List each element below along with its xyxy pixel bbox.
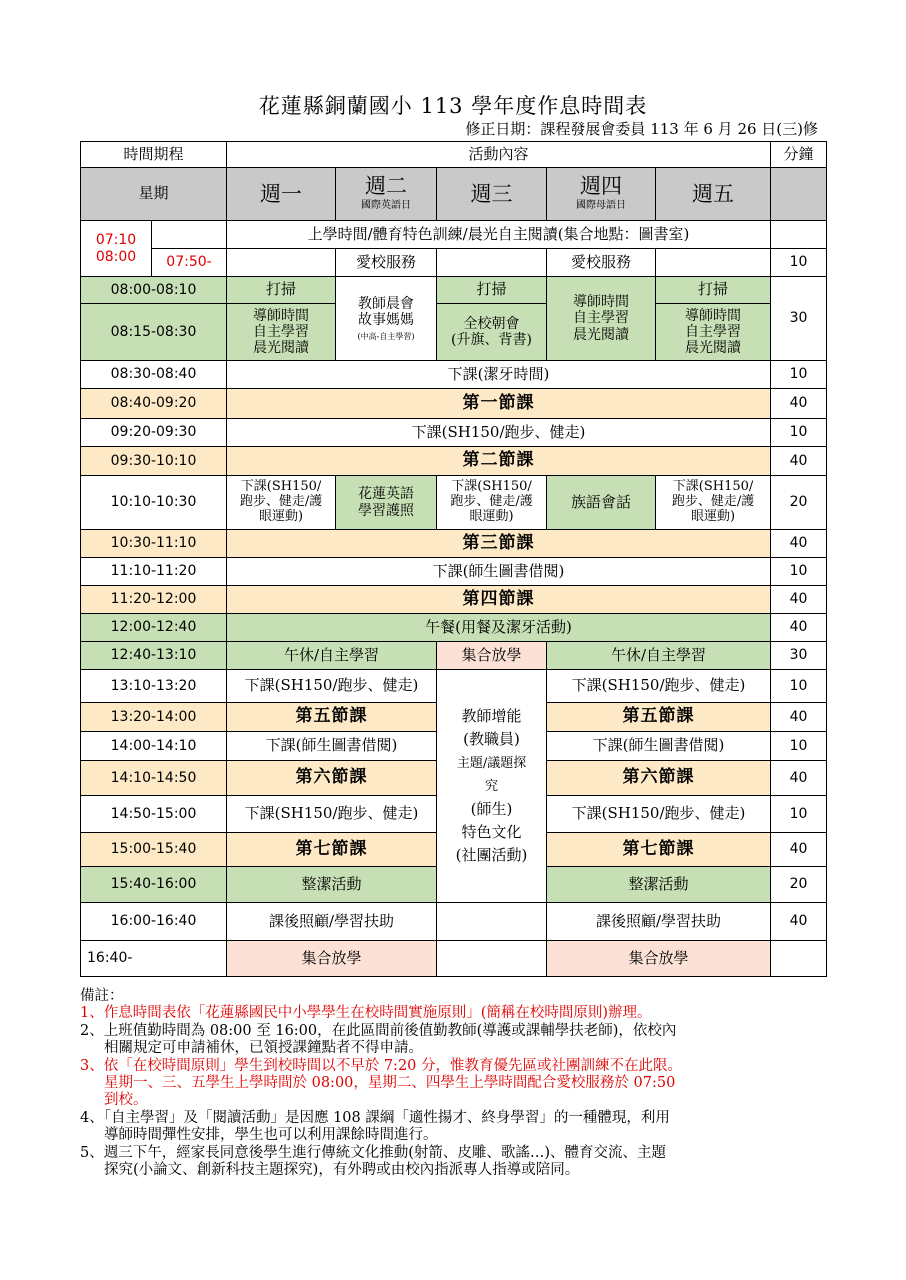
row-1030 <box>81 530 827 558</box>
mon-0750 <box>227 249 336 277</box>
wed-1640 <box>437 941 547 977</box>
note-4a: 4、「自主學習」及「閱讀活動」是因應 108 課綱「適性揚才、終身學習」的一種體現，利用 <box>80 1109 670 1126</box>
wed-pm-line6: 特色文化 <box>461 822 522 841</box>
left-1500: 第七節課 <box>227 833 437 867</box>
thu-0815-line3: 晨光閱讀 <box>573 326 630 343</box>
min-1500: 40 <box>771 833 827 867</box>
mon-0800: 打掃 <box>227 277 336 304</box>
mon-1010-line3: 眼運動) <box>258 508 304 524</box>
time-1640: 16:40- <box>81 941 227 977</box>
row-1200 <box>81 614 827 642</box>
min-1640 <box>771 941 827 977</box>
time-1450: 14:50-15:00 <box>81 796 227 833</box>
min-1450: 10 <box>771 796 827 833</box>
time-0840: 08:40-09:20 <box>81 389 227 419</box>
header-row <box>81 142 827 168</box>
row-1120 <box>81 586 827 614</box>
row-0920 <box>81 419 827 447</box>
fri-1010-line2: 跑步、健走/護 <box>671 494 755 510</box>
note-3c: 到校。 <box>104 1092 148 1109</box>
tue-0815-small: (中高-自主學習) <box>357 331 415 341</box>
thu-0800 <box>547 277 656 361</box>
activity-0930: 第二節課 <box>227 447 771 476</box>
thu-0815-line2: 自主學習 <box>573 310 630 327</box>
time-1540: 15:40-16:00 <box>81 867 227 903</box>
fri-0815-line1: 導師時間 <box>685 307 742 324</box>
time-1320: 13:20-14:00 <box>81 703 227 732</box>
time-0710-b: 08:00 <box>95 248 137 265</box>
min-1200: 40 <box>771 614 827 642</box>
time-1200: 12:00-12:40 <box>81 614 227 642</box>
activity-0830: 下課(潔牙時間) <box>227 361 771 389</box>
weekday-blank <box>771 168 827 221</box>
day-tue-tag: 國際英語日 <box>361 200 412 212</box>
wed-0815-line1: 全校朝會 <box>463 315 520 332</box>
min-0930: 40 <box>771 447 827 476</box>
min-0830: 10 <box>771 361 827 389</box>
time-0800: 08:00-08:10 <box>81 277 227 304</box>
wed-0800: 打掃 <box>437 277 547 304</box>
activity-0920: 下課(SH150/跑步、健走) <box>227 419 771 447</box>
header-minutes: 分鐘 <box>771 142 827 168</box>
revision-date: 修正日期：課程發展會委員 113 年 6 月 26 日(三)修 <box>465 120 818 138</box>
row-0750 <box>81 249 827 277</box>
time-0710 <box>81 221 152 277</box>
min-0840: 40 <box>771 389 827 419</box>
left-1640: 集合放學 <box>227 941 437 977</box>
left-1600: 課後照顧/學習扶助 <box>227 903 437 941</box>
note-3b: 星期一、三、五學生上學時間於 08:00，星期二、四學生上學時間配合愛校服務於 07:50 <box>104 1074 676 1091</box>
mon-0815 <box>227 304 336 361</box>
min-0920: 10 <box>771 419 827 447</box>
wed-1600 <box>437 903 547 941</box>
wed-pm-line2: (教職員) <box>463 729 520 748</box>
page-title: 花蓮縣銅蘭國小 113 學年度作息時間表 <box>258 94 648 118</box>
wed-0750 <box>437 249 547 277</box>
right-1640: 集合放學 <box>547 941 771 977</box>
day-tue-cell <box>336 168 437 221</box>
wed-0815-line2: (升旗、背書) <box>451 332 532 348</box>
row-0930 <box>81 447 827 476</box>
fri-0750 <box>656 249 771 277</box>
min-1310: 10 <box>771 670 827 703</box>
left-1310: 下課(SH150/跑步、健走) <box>227 670 437 703</box>
tue-0815-line2: 故事媽媽 <box>358 312 415 329</box>
min-0710 <box>771 221 827 249</box>
min-0800: 30 <box>771 277 827 361</box>
tue-1010 <box>336 476 437 530</box>
header-activity: 活動內容 <box>227 142 771 168</box>
min-1120: 40 <box>771 586 827 614</box>
time-1500: 15:00-15:40 <box>81 833 227 867</box>
time-0750: 07:50- <box>152 249 227 277</box>
notes-heading: 備註： <box>80 988 124 1004</box>
time-1600: 16:00-16:40 <box>81 903 227 941</box>
min-1030: 40 <box>771 530 827 558</box>
weekday-row <box>81 168 827 221</box>
note-3a: 3、依「在校時間原則」學生到校時間以不早於 7:20 分，惟教育優先區或社團訓練不在此限。 <box>80 1057 683 1074</box>
day-thu-cell <box>547 168 656 221</box>
min-1600: 40 <box>771 903 827 941</box>
mon-0815-line3: 晨光閱讀 <box>253 340 310 357</box>
right-1320: 第五節課 <box>547 703 771 732</box>
wed-pm-line4: 究 <box>485 779 499 795</box>
time-1400: 14:00-14:10 <box>81 732 227 761</box>
thu-0750: 愛校服務 <box>547 249 656 277</box>
row-1110 <box>81 558 827 586</box>
thu-1010: 族語會話 <box>547 476 656 530</box>
time-0930: 09:30-10:10 <box>81 447 227 476</box>
blank-0710 <box>152 221 227 249</box>
schedule-table <box>80 141 827 977</box>
right-1410: 第六節課 <box>547 761 771 796</box>
fri-1010 <box>656 476 771 530</box>
row-0800 <box>81 277 827 304</box>
right-1310: 下課(SH150/跑步、健走) <box>547 670 771 703</box>
left-1410: 第六節課 <box>227 761 437 796</box>
tue-0800 <box>336 277 437 361</box>
time-0815: 08:15-08:30 <box>81 304 227 361</box>
thu-0815-line1: 導師時間 <box>573 294 630 311</box>
time-0920: 09:20-09:30 <box>81 419 227 447</box>
min-1010: 20 <box>771 476 827 530</box>
right-1240: 午休/自主學習 <box>547 642 771 670</box>
note-2b: 相關規定可申請補休，已領授課鐘點者不得申請。 <box>104 1040 423 1057</box>
right-1400: 下課(師生圖書借閱) <box>547 732 771 761</box>
row-0830 <box>81 361 827 389</box>
min-1240: 30 <box>771 642 827 670</box>
activity-0840: 第一節課 <box>227 389 771 419</box>
wed-1010-line1: 下課(SH150/ <box>451 479 532 495</box>
min-1320: 40 <box>771 703 827 732</box>
min-1540: 20 <box>771 867 827 903</box>
weekday-label: 星期 <box>81 168 227 221</box>
note-2a: 2、上班值勤時間為 08:00 至 16:00，在此區間前後值勤教師(導護或課輔學扶老師)，依校內 <box>80 1022 677 1039</box>
row-0815 <box>81 304 827 361</box>
time-1030: 10:30-11:10 <box>81 530 227 558</box>
day-tue: 週二 <box>365 174 408 199</box>
fri-0815 <box>656 304 771 361</box>
time-0710-a: 07:10 <box>95 232 137 249</box>
row-0840 <box>81 389 827 419</box>
left-1400: 下課(師生圖書借閱) <box>227 732 437 761</box>
wed-1010 <box>437 476 547 530</box>
day-fri: 週五 <box>656 168 771 221</box>
right-1600: 課後照顧/學習扶助 <box>547 903 771 941</box>
time-1110: 11:10-11:20 <box>81 558 227 586</box>
wed-1010-line2: 跑步、健走/護 <box>450 494 533 510</box>
min-1400: 10 <box>771 732 827 761</box>
row-1640 <box>81 941 827 977</box>
activity-1120: 第四節課 <box>227 586 771 614</box>
wed-pm-line7: (社團活動) <box>455 846 528 865</box>
fri-1010-line3: 眼運動) <box>690 508 736 524</box>
left-1240: 午休/自主學習 <box>227 642 437 670</box>
time-1240: 12:40-13:10 <box>81 642 227 670</box>
fri-1010-line1: 下課(SH150/ <box>672 479 754 495</box>
activity-0710: 上學時間/體育特色訓練/晨光自主閱讀(集合地點：圖書室) <box>227 221 771 249</box>
note-1: 1、作息時間表依「花蓮縣國民中小學學生在校時間實施原則」(簡稱在校時間原則)辦理。 <box>80 1005 652 1022</box>
min-0750: 10 <box>771 249 827 277</box>
note-4b: 導師時間彈性安排，學生也可以利用課餘時間進行。 <box>104 1127 438 1144</box>
mon-1010 <box>227 476 336 530</box>
mon-1010-line2: 跑步、健走/護 <box>239 494 323 510</box>
row-1240 <box>81 642 827 670</box>
right-1450: 下課(SH150/跑步、健走) <box>547 796 771 833</box>
time-1310: 13:10-13:20 <box>81 670 227 703</box>
row-0710 <box>81 221 827 249</box>
mon-0815-line2: 自主學習 <box>253 323 310 340</box>
tue-0750: 愛校服務 <box>336 249 437 277</box>
left-1320: 第五節課 <box>227 703 437 732</box>
right-1540: 整潔活動 <box>547 867 771 903</box>
mon-1010-line1: 下課(SH150/ <box>240 479 322 495</box>
notes <box>80 988 830 1179</box>
tue-1010-line1: 花蓮英語 <box>358 486 415 503</box>
note-5a: 5、週三下午，經家長同意後學生進行傳統文化推動(射箭、皮雕、歌謠…)、體育交流、主題 <box>80 1144 667 1161</box>
activity-1110: 下課(師生圖書借閱) <box>227 558 771 586</box>
wed-1010-line3: 眼運動) <box>469 508 514 524</box>
day-thu-tag: 國際母語日 <box>576 200 627 212</box>
fri-0815-line2: 自主學習 <box>685 323 742 340</box>
wed-afternoon <box>437 670 547 903</box>
activity-1030: 第三節課 <box>227 530 771 558</box>
time-1120: 11:20-12:00 <box>81 586 227 614</box>
fri-0815-line3: 晨光閱讀 <box>685 340 742 357</box>
time-0830: 08:30-08:40 <box>81 361 227 389</box>
right-1500: 第七節課 <box>547 833 771 867</box>
fri-0800: 打掃 <box>656 277 771 304</box>
wed-pm-line3: 主題/議題探 <box>456 756 527 772</box>
time-1410: 14:10-14:50 <box>81 761 227 796</box>
min-1110: 10 <box>771 558 827 586</box>
wed-pm-line1: 教師增能 <box>461 706 522 725</box>
header-period: 時間期程 <box>81 142 227 168</box>
row-1310 <box>81 670 827 703</box>
wed-0815 <box>437 304 547 361</box>
row-1010 <box>81 476 827 530</box>
left-1450: 下課(SH150/跑步、健走) <box>227 796 437 833</box>
wed-1240: 集合放學 <box>437 642 547 670</box>
wed-pm-line5: (師生) <box>470 799 513 818</box>
min-1410: 40 <box>771 761 827 796</box>
time-1010: 10:10-10:30 <box>81 476 227 530</box>
note-5b: 探究(小論文、創新科技主題探究)，有外聘或由校內指派專人指導或陪同。 <box>104 1161 580 1178</box>
tue-0815-line1: 教師晨會 <box>358 296 415 313</box>
mon-0815-line1: 導師時間 <box>253 307 310 324</box>
row-1600 <box>81 903 827 941</box>
activity-1200: 午餐(用餐及潔牙活動) <box>227 614 771 642</box>
tue-1010-line2: 學習護照 <box>358 502 415 519</box>
day-wed: 週三 <box>437 168 547 221</box>
day-mon: 週一 <box>227 168 336 221</box>
left-1540: 整潔活動 <box>227 867 437 903</box>
day-thu: 週四 <box>580 174 623 199</box>
